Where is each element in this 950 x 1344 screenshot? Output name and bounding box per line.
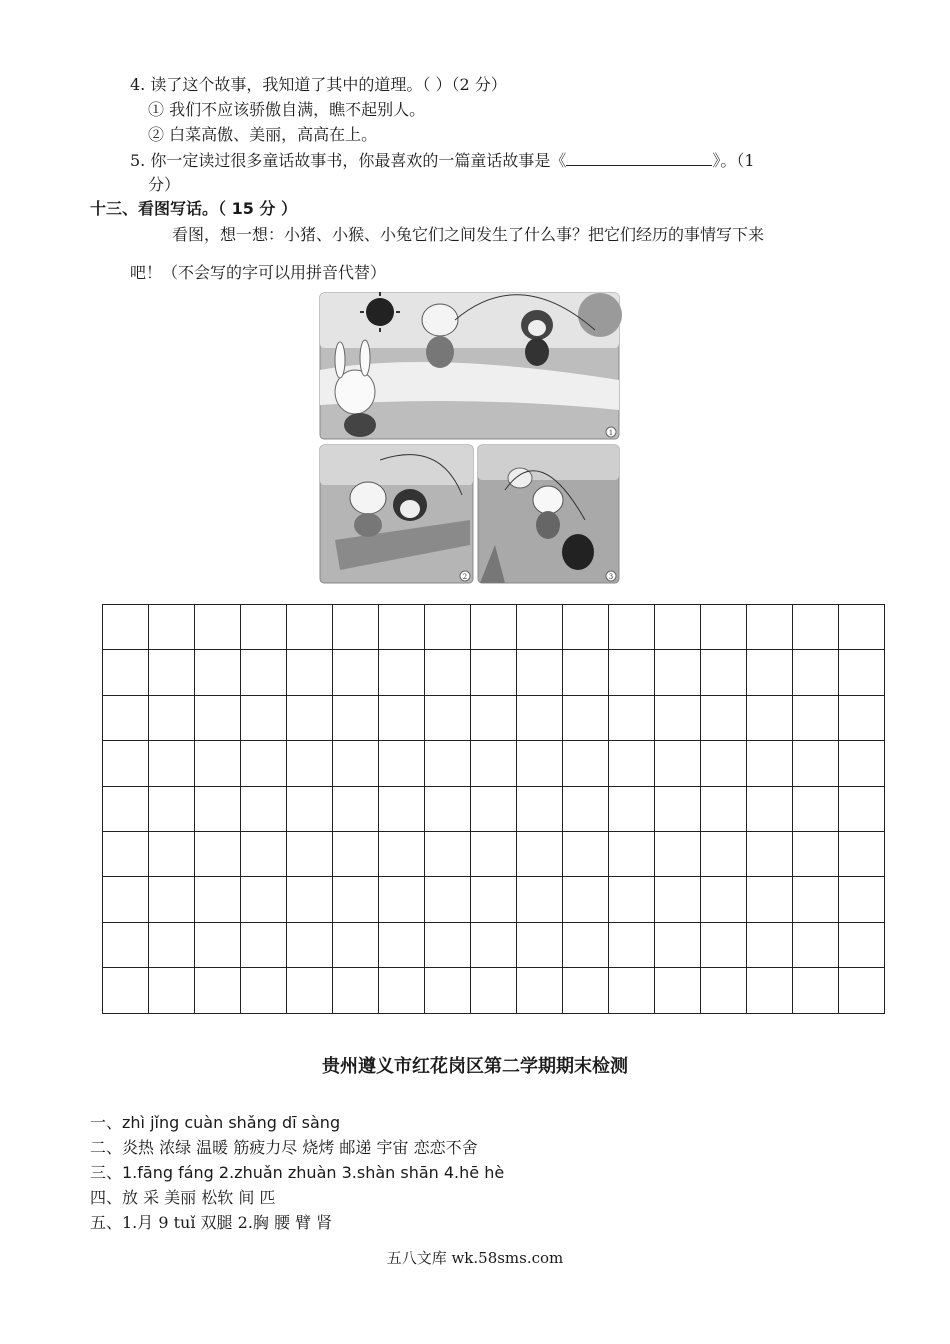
grid-cell[interactable]	[517, 605, 563, 650]
grid-cell[interactable]	[517, 922, 563, 967]
grid-cell[interactable]	[471, 695, 517, 740]
grid-cell[interactable]	[563, 650, 609, 695]
grid-cell[interactable]	[747, 786, 793, 831]
grid-cell[interactable]	[195, 922, 241, 967]
grid-cell[interactable]	[701, 741, 747, 786]
grid-cell[interactable]	[379, 831, 425, 876]
grid-row	[103, 605, 885, 650]
grid-cell[interactable]	[333, 968, 379, 1013]
grid-cell[interactable]	[333, 877, 379, 922]
grid-cell[interactable]	[563, 605, 609, 650]
grid-cell[interactable]	[425, 741, 471, 786]
question-5-stem-after: 》。（1	[712, 151, 755, 170]
grid-cell[interactable]	[103, 922, 149, 967]
grid-cell[interactable]	[793, 650, 839, 695]
grid-cell[interactable]	[747, 877, 793, 922]
grid-cell[interactable]	[839, 741, 885, 786]
grid-cell[interactable]	[425, 605, 471, 650]
grid-cell[interactable]	[517, 650, 563, 695]
grid-cell[interactable]	[149, 877, 195, 922]
grid-cell[interactable]	[195, 741, 241, 786]
grid-cell[interactable]	[747, 968, 793, 1013]
grid-cell[interactable]	[839, 877, 885, 922]
grid-cell[interactable]	[195, 786, 241, 831]
grid-cell[interactable]	[425, 877, 471, 922]
grid-cell[interactable]	[701, 786, 747, 831]
grid-cell[interactable]	[333, 605, 379, 650]
grid-cell[interactable]	[195, 650, 241, 695]
grid-cell[interactable]	[701, 922, 747, 967]
grid-cell[interactable]	[793, 786, 839, 831]
grid-cell[interactable]	[793, 695, 839, 740]
grid-cell[interactable]	[563, 877, 609, 922]
grid-cell[interactable]	[103, 786, 149, 831]
grid-cell[interactable]	[701, 695, 747, 740]
grid-cell[interactable]	[701, 605, 747, 650]
grid-cell[interactable]	[655, 741, 701, 786]
grid-cell[interactable]	[701, 831, 747, 876]
grid-cell[interactable]	[241, 877, 287, 922]
grid-cell[interactable]	[609, 605, 655, 650]
grid-cell[interactable]	[609, 786, 655, 831]
grid-cell[interactable]	[747, 650, 793, 695]
grid-cell[interactable]	[563, 968, 609, 1013]
grid-cell[interactable]	[701, 877, 747, 922]
grid-cell[interactable]	[425, 786, 471, 831]
grid-cell[interactable]	[241, 741, 287, 786]
grid-cell[interactable]	[333, 922, 379, 967]
grid-cell[interactable]	[333, 741, 379, 786]
grid-cell[interactable]	[425, 695, 471, 740]
answer-line-1: 一、zhì jǐng cuàn shǎng dī sàng	[90, 1113, 341, 1132]
grid-cell[interactable]	[793, 831, 839, 876]
question-5-stem-cont: 分）	[148, 175, 181, 194]
grid-cell[interactable]	[333, 786, 379, 831]
story-picture-panels	[0, 0, 950, 600]
grid-cell[interactable]	[563, 922, 609, 967]
grid-row	[103, 922, 885, 967]
grid-cell[interactable]	[379, 695, 425, 740]
grid-cell[interactable]	[287, 877, 333, 922]
grid-cell[interactable]	[655, 968, 701, 1013]
grid-cell[interactable]	[793, 877, 839, 922]
grid-cell[interactable]	[793, 922, 839, 967]
grid-cell[interactable]	[241, 786, 287, 831]
grid-cell[interactable]	[839, 786, 885, 831]
grid-cell[interactable]	[379, 650, 425, 695]
section-13-prompt-line-1: 看图，想一想：小猪、小猴、小兔它们之间发生了什么事？把它们经历的事情写下来	[172, 225, 765, 244]
picture-panel-2	[320, 445, 473, 583]
section-13-heading: 十三、看图写话。（ 15 分 ）	[90, 199, 297, 218]
grid-cell[interactable]	[379, 968, 425, 1013]
grid-cell[interactable]	[517, 786, 563, 831]
question-4-option-1: ① 我们不应该骄傲自满，瞧不起别人。	[148, 100, 426, 119]
picture-panel-1	[320, 292, 622, 439]
grid-cell[interactable]	[517, 831, 563, 876]
grid-cell[interactable]	[517, 741, 563, 786]
panel-number-3: 3	[608, 573, 614, 581]
grid-cell[interactable]	[563, 786, 609, 831]
grid-cell[interactable]	[655, 877, 701, 922]
grid-cell[interactable]	[195, 877, 241, 922]
question-5-stem-before: 5. 你一定读过很多童话故事书，你最喜欢的一篇童话故事是《	[130, 151, 567, 170]
grid-cell[interactable]	[839, 605, 885, 650]
grid-cell[interactable]	[103, 831, 149, 876]
grid-cell[interactable]	[241, 605, 287, 650]
grid-row	[103, 877, 885, 922]
answer-line-2: 二、炎热 浓绿 温暖 筋疲力尽 烧烤 邮递 宇宙 恋恋不舍	[90, 1138, 478, 1157]
grid-cell[interactable]	[839, 968, 885, 1013]
grid-cell[interactable]	[471, 831, 517, 876]
grid-cell[interactable]	[793, 741, 839, 786]
grid-cell[interactable]	[471, 968, 517, 1013]
grid-row	[103, 695, 885, 740]
grid-cell[interactable]	[839, 831, 885, 876]
grid-cell[interactable]	[609, 650, 655, 695]
grid-cell[interactable]	[333, 695, 379, 740]
grid-cell[interactable]	[287, 695, 333, 740]
grid-cell[interactable]	[655, 831, 701, 876]
question-4-option-2: ② 白菜高傲、美丽，高高在上。	[148, 125, 378, 144]
grid-cell[interactable]	[287, 968, 333, 1013]
grid-cell[interactable]	[149, 650, 195, 695]
grid-cell[interactable]	[655, 695, 701, 740]
grid-cell[interactable]	[241, 968, 287, 1013]
grid-cell[interactable]	[379, 922, 425, 967]
grid-cell[interactable]	[839, 650, 885, 695]
grid-cell[interactable]	[103, 695, 149, 740]
grid-row	[103, 968, 885, 1013]
grid-cell[interactable]	[333, 650, 379, 695]
grid-row	[103, 786, 885, 831]
grid-cell[interactable]	[839, 922, 885, 967]
panel-number-1: 1	[608, 429, 614, 437]
panel-number-2: 2	[462, 573, 468, 581]
grid-cell[interactable]	[195, 831, 241, 876]
grid-cell[interactable]	[287, 786, 333, 831]
grid-cell[interactable]	[747, 605, 793, 650]
grid-row	[103, 831, 885, 876]
grid-cell[interactable]	[609, 831, 655, 876]
grid-cell[interactable]	[103, 605, 149, 650]
grid-cell[interactable]	[471, 922, 517, 967]
grid-cell[interactable]	[425, 968, 471, 1013]
grid-cell[interactable]	[425, 922, 471, 967]
grid-cell[interactable]	[471, 650, 517, 695]
grid-cell[interactable]	[287, 831, 333, 876]
picture-panel-3	[478, 445, 619, 583]
grid-cell[interactable]	[655, 922, 701, 967]
grid-cell[interactable]	[241, 695, 287, 740]
grid-cell[interactable]	[609, 922, 655, 967]
grid-cell[interactable]	[103, 968, 149, 1013]
grid-cell[interactable]	[471, 877, 517, 922]
footer-watermark: 五八文库 wk.58sms.com	[386, 1249, 564, 1267]
grid-cell[interactable]	[379, 786, 425, 831]
grid-cell[interactable]	[195, 968, 241, 1013]
grid-cell[interactable]	[149, 786, 195, 831]
grid-cell[interactable]	[563, 741, 609, 786]
grid-cell[interactable]	[149, 922, 195, 967]
grid-cell[interactable]	[287, 741, 333, 786]
grid-cell[interactable]	[609, 968, 655, 1013]
grid-cell[interactable]	[241, 650, 287, 695]
grid-cell[interactable]	[103, 877, 149, 922]
grid-cell[interactable]	[747, 695, 793, 740]
grid-cell[interactable]	[195, 695, 241, 740]
grid-cell[interactable]	[747, 741, 793, 786]
grid-cell[interactable]	[655, 605, 701, 650]
grid-cell[interactable]	[747, 831, 793, 876]
grid-cell[interactable]	[701, 650, 747, 695]
grid-cell[interactable]	[609, 695, 655, 740]
grid-row	[103, 741, 885, 786]
grid-cell[interactable]	[103, 650, 149, 695]
grid-cell[interactable]	[241, 831, 287, 876]
grid-cell[interactable]	[379, 605, 425, 650]
grid-row	[103, 650, 885, 695]
grid-cell[interactable]	[747, 922, 793, 967]
question-4-stem: 4. 读了这个故事，我知道了其中的道理。（ ）（2 分）	[130, 75, 507, 94]
answer-line-5: 五、1.月 9 tuǐ 双腿 2.胸 腰 臂 肾	[90, 1213, 333, 1232]
grid-cell[interactable]	[609, 741, 655, 786]
grid-cell[interactable]	[793, 605, 839, 650]
answer-line-3: 三、1.fāng fáng 2.zhuǎn zhuàn 3.shàn shān 4.hē hè	[90, 1163, 505, 1182]
grid-cell[interactable]	[517, 968, 563, 1013]
grid-cell[interactable]	[471, 741, 517, 786]
section-13-prompt-line-2: 吧！（不会写的字可以用拼音代替）	[130, 263, 387, 282]
writing-grid	[102, 604, 885, 1014]
grid-cell[interactable]	[517, 877, 563, 922]
grid-cell[interactable]	[471, 786, 517, 831]
grid-cell[interactable]	[793, 968, 839, 1013]
grid-cell[interactable]	[149, 605, 195, 650]
grid-cell[interactable]	[563, 695, 609, 740]
grid-cell[interactable]	[103, 741, 149, 786]
grid-cell[interactable]	[287, 922, 333, 967]
grid-cell[interactable]	[379, 741, 425, 786]
grid-cell[interactable]	[839, 695, 885, 740]
grid-cell[interactable]	[287, 605, 333, 650]
grid-cell[interactable]	[149, 695, 195, 740]
grid-cell[interactable]	[655, 650, 701, 695]
grid-cell[interactable]	[701, 968, 747, 1013]
grid-cell[interactable]	[241, 922, 287, 967]
grid-cell[interactable]	[149, 968, 195, 1013]
answer-line-4: 四、放 采 美丽 松软 间 匹	[90, 1188, 276, 1207]
answer-key-title: 贵州遵义市红花岗区第二学期期末检测	[322, 1056, 628, 1077]
grid-cell[interactable]	[655, 786, 701, 831]
grid-cell[interactable]	[149, 831, 195, 876]
grid-cell[interactable]	[195, 605, 241, 650]
grid-cell[interactable]	[609, 877, 655, 922]
grid-cell[interactable]	[517, 695, 563, 740]
grid-cell[interactable]	[333, 831, 379, 876]
grid-cell[interactable]	[287, 650, 333, 695]
grid-cell[interactable]	[379, 877, 425, 922]
grid-cell[interactable]	[425, 831, 471, 876]
grid-cell[interactable]	[149, 741, 195, 786]
grid-cell[interactable]	[471, 605, 517, 650]
grid-cell[interactable]	[425, 650, 471, 695]
grid-cell[interactable]	[563, 831, 609, 876]
